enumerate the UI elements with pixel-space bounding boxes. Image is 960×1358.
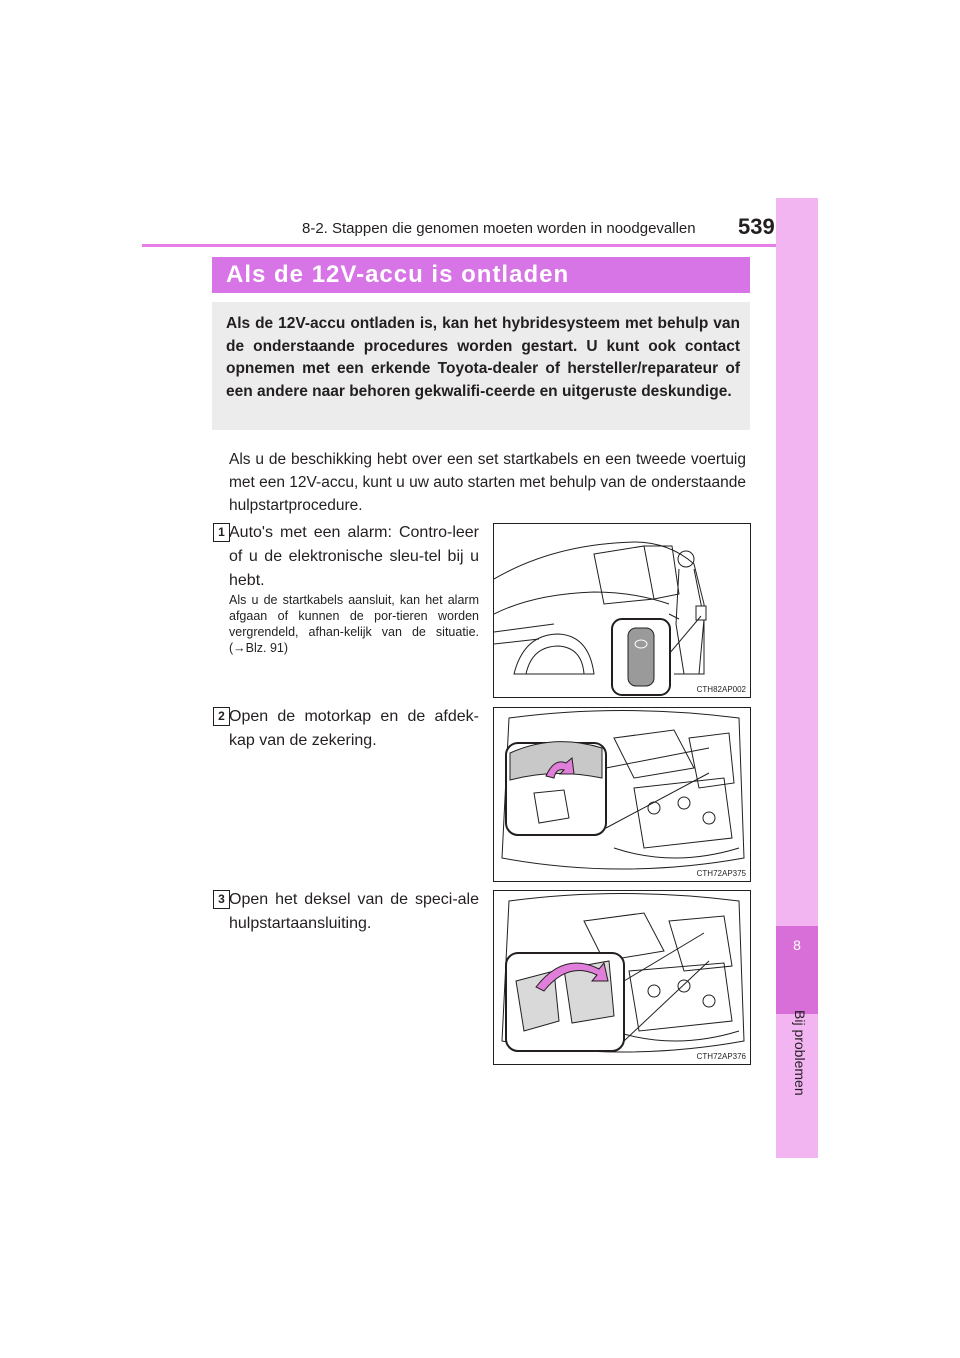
step-1-note: Als u de startkabels aansluit, kan het alarm afgaan of kunnen de por-tieren worden vergrendeld, afhan-kelijk van de situatie. (→Blz. 91) — [229, 593, 479, 655]
illustration-fuse-cover — [493, 707, 751, 882]
body-paragraph: Als u de beschikking hebt over een set startkabels en een tweede voertuig met een 12V-accu, kunt u uw auto starten met behulp van de onderstaande hulpstartprocedure. — [229, 451, 747, 514]
step-2-text: Open de motorkap en de afdek-kap van de zekering. — [229, 708, 479, 749]
step-3-text: Open het deksel van de speci-ale hulpstartaansluiting. — [229, 891, 479, 932]
illustration-electronic-key — [493, 523, 751, 698]
page-number: 539 — [738, 214, 775, 239]
engine-bay-drawing — [494, 708, 750, 881]
car-with-key-drawing — [494, 524, 750, 697]
chapter-number: 8 — [793, 937, 801, 953]
step-number-2: 2 — [213, 707, 230, 726]
illustration-jump-start-terminal — [493, 890, 751, 1065]
intro-text: Als de 12V-accu ontladen is, kan het hybridesysteem met behulp van de onderstaande procedures worden gestart. U kunt ook contact opnemen met een erkende Toyota-dealer of hersteller/reparateur of een andere naar behoren gekwalifi-ceerde en uitgeruste deskundige. — [226, 315, 740, 400]
chapter-label: Bij problemen — [792, 1010, 808, 1096]
image-code: CTH72AP376 — [696, 1052, 746, 1061]
header-title: 8-2. Stappen die genomen moeten worden in noodgevallen — [302, 220, 696, 237]
image-code: CTH72AP375 — [696, 869, 746, 878]
step-1-text: Auto's met een alarm: Contro-leer of u de elektronische sleu-tel bij u hebt. — [229, 524, 479, 589]
image-code: CTH82AP002 — [696, 685, 746, 694]
step-number-3: 3 — [213, 890, 230, 909]
section-title: Als de 12V-accu is ontladen — [226, 261, 570, 288]
engine-bay-drawing — [494, 891, 750, 1064]
step-number-1: 1 — [213, 523, 230, 542]
header-divider — [142, 244, 818, 247]
